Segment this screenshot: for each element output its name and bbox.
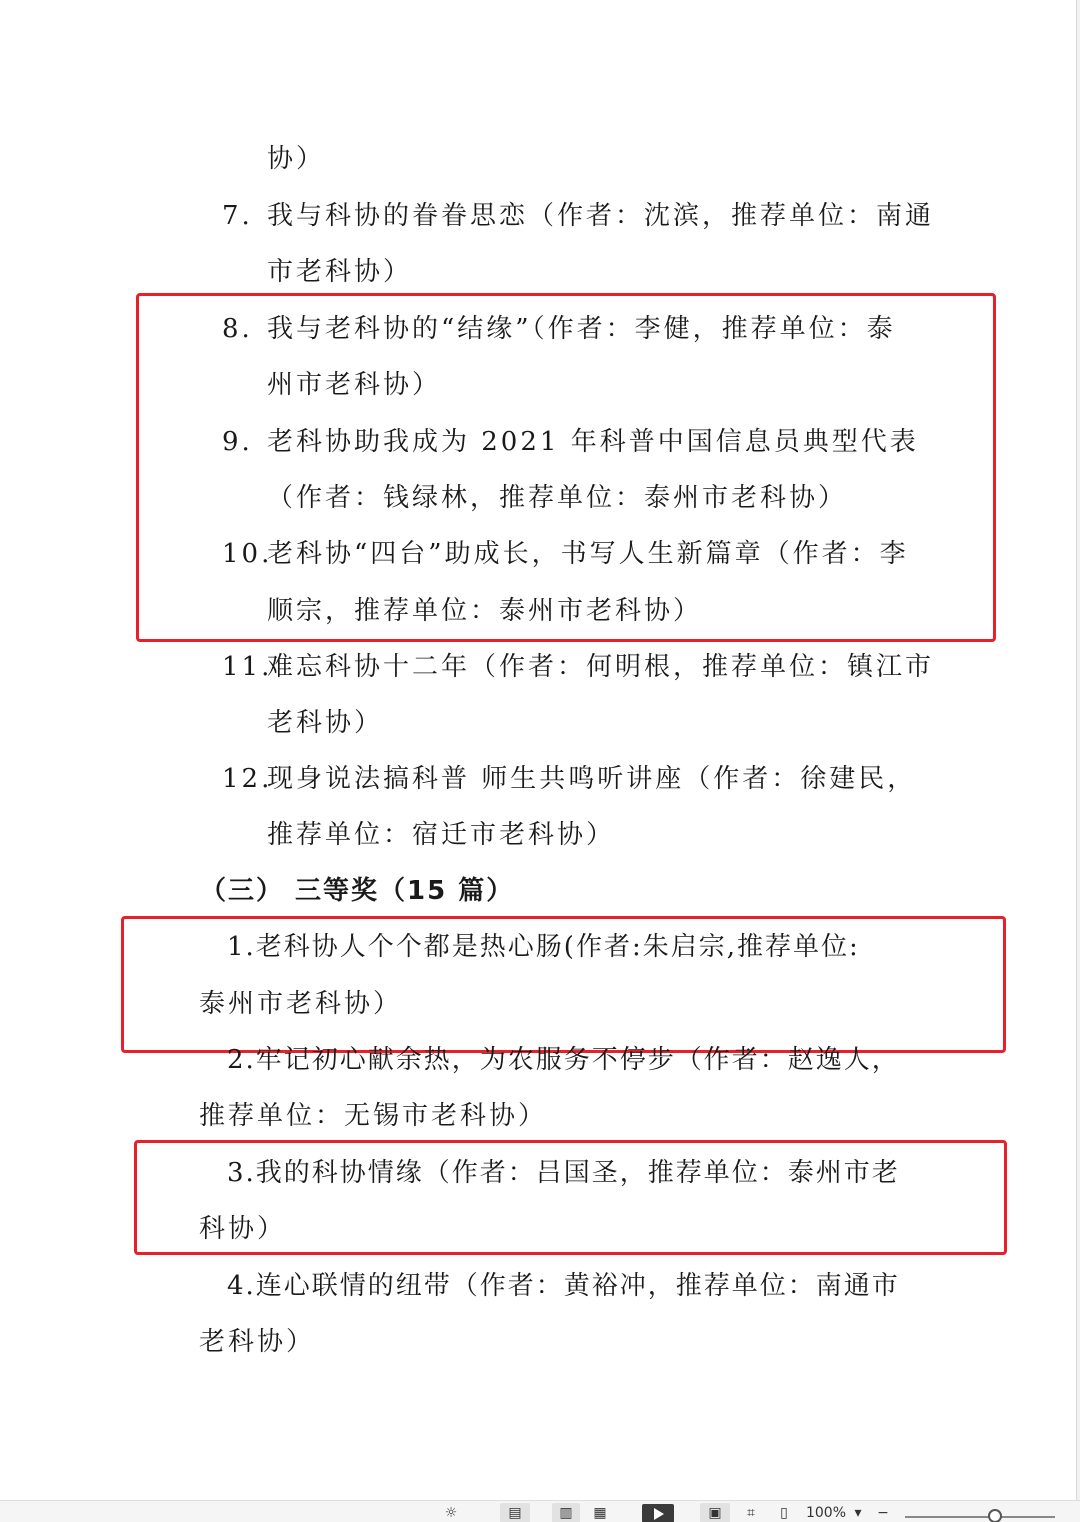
third-prize-item-2: 2.牢记初心献余热，为农服务不停步（作者：赵逸人， [227,1045,900,1075]
list-item-12 [222,763,916,795]
doc-line-text: 协） [267,144,326,174]
list-item-9 [222,426,919,458]
page-layout-icon[interactable]: ▤ [500,1503,530,1522]
third-prize-item-3: 3.我的科协情缘（作者：吕国圣，推荐单位：泰州市老 [227,1158,900,1188]
web-layout-icon[interactable]: ▣ [700,1503,730,1522]
zoom-label: 100% [805,1505,847,1521]
doc-line-0 [267,143,325,175]
outline-icon[interactable]: ⌗ [747,1505,755,1521]
doc-line-text: 推荐单位：宿迁市老科协） [267,820,616,850]
list-number: 12. [222,764,273,794]
doc-line-2 [267,256,412,288]
doc-line-6 [267,482,847,514]
list-item-text: 难忘科协十二年（作者：何明根，推荐单位：镇江市 [267,652,935,682]
list-item-11 [222,651,934,683]
doc-line-text: 市老科协） [267,257,413,287]
zoom-slider-track[interactable] [905,1516,1055,1518]
list-item-text: 老科协助我成为 2021 年科普中国信息员典型代表 [267,427,919,457]
list-number: 9. [222,427,253,457]
third-prize-item-1: 1.老科协人个个都是热心肠(作者:朱启宗,推荐单位: [227,932,860,962]
list-item-10 [222,538,909,570]
read-mode-icon[interactable]: ▥ [552,1503,580,1522]
list-item-text: 我与老科协的“结缘”（作者：李健，推荐单位：泰 [267,314,896,344]
zoom-level[interactable] [800,1503,852,1522]
book-view-icon[interactable]: ▦ [593,1505,607,1521]
list-number: 11. [222,652,273,682]
doc-line-text: 顺宗，推荐单位：泰州市老科协） [267,596,703,626]
list-item-text: 我与科协的眷眷思恋（作者：沈滨，推荐单位：南通 [267,201,935,231]
list-item-text: 现身说法搞科普 师生共鸣听讲座（作者：徐建民， [267,764,917,794]
zoom-dropdown-icon[interactable]: ▾ [854,1505,862,1521]
play-icon[interactable] [642,1504,674,1522]
status-bar [0,1500,1080,1522]
doc-line-text: 老科协） [267,708,384,738]
doc-line-12 [267,819,615,851]
zoom-out-button[interactable]: − [877,1505,889,1521]
doc-line-21: 老科协） [199,1327,316,1357]
list-number: 10. [222,539,273,569]
list-item-8 [222,313,896,345]
list-item-7 [222,200,934,232]
list-number: 7. [222,201,253,231]
eye-protection-icon[interactable]: ☼ [444,1505,458,1521]
doc-line-text: 州市老科协） [267,370,442,400]
section-heading-third-prize: （三） 三等奖（15 篇） [200,876,515,906]
list-item-text: 老科协“四台”助成长，书写人生新篇章（作者：李 [267,539,909,569]
page-icon[interactable]: ▯ [780,1505,788,1521]
zoom-slider-handle[interactable] [988,1509,1002,1522]
list-number: 8. [222,314,253,344]
highlight-box-items-8-10 [136,293,996,642]
third-prize-item-4: 4.连心联情的纽带（作者：黄裕冲，推荐单位：南通市 [227,1271,900,1301]
doc-line-19: 科协） [199,1214,287,1244]
doc-line-17: 推荐单位：无锡市老科协） [199,1101,548,1131]
doc-line-4 [267,369,441,401]
doc-line-8 [267,595,702,627]
doc-line-10 [267,707,383,739]
doc-line-15: 泰州市老科协） [199,989,403,1019]
doc-line-text: （作者：钱绿林，推荐单位：泰州市老科协） [267,483,848,513]
